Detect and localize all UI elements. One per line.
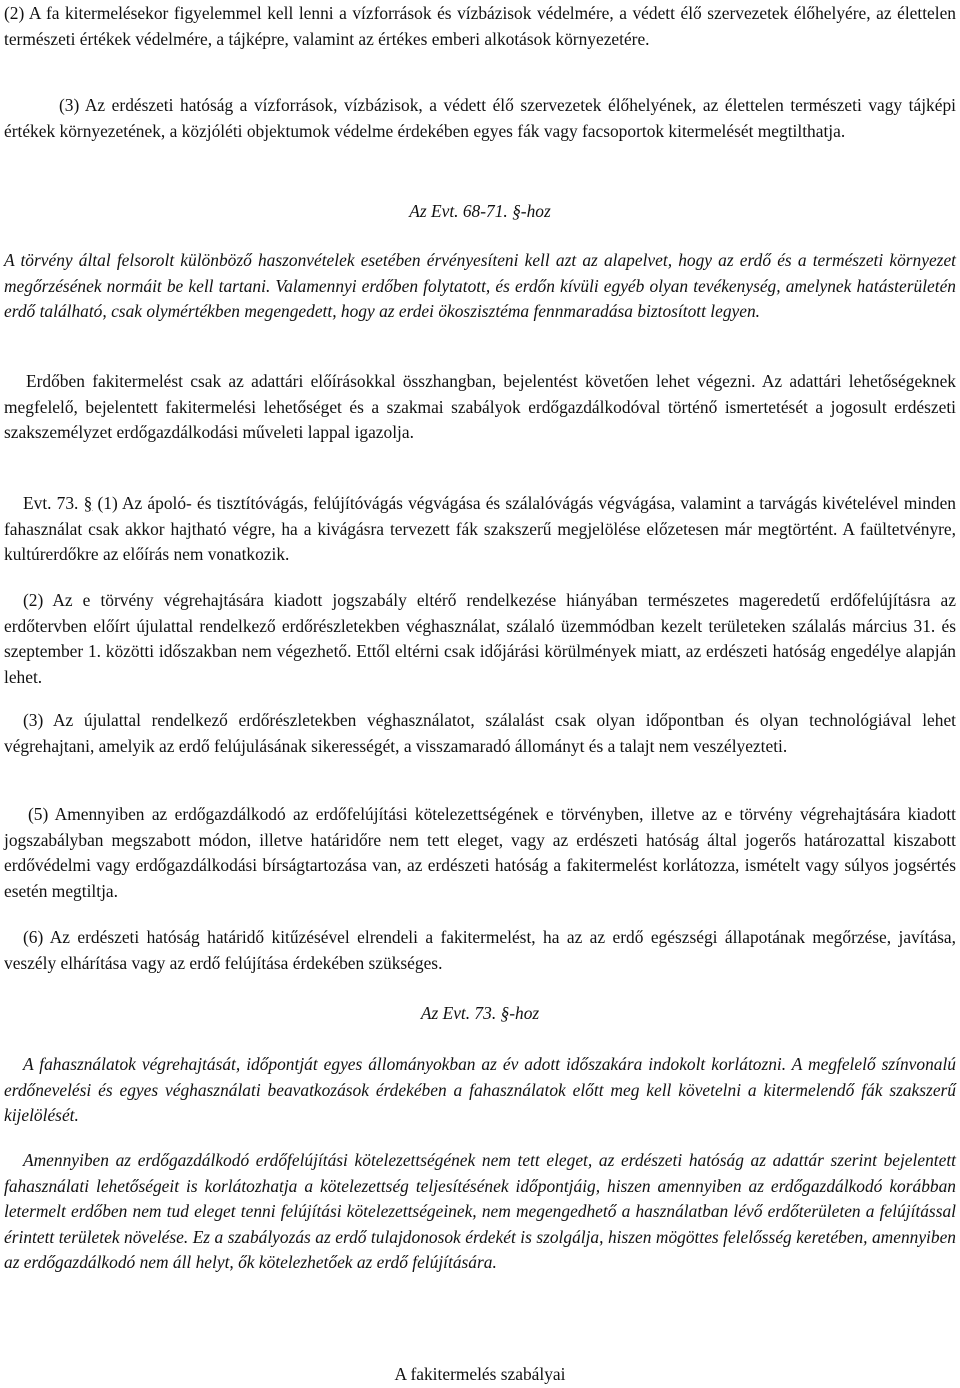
heading-evt-68-71: Az Evt. 68-71. §-hoz <box>409 201 551 221</box>
section-sign: § <box>83 493 93 513</box>
paragraph-evt-73-6: (6) Az erdészeti hatóság határidő kitűzésével elrendeli a fakitermelést, ha az az erdő egészségi állapotának megőrzése, javítása, veszély elhárítása vagy az erdő felújítása érdekében szükséges. <box>4 927 956 973</box>
heading-evt-73: Az Evt. 73. §-hoz <box>420 1003 540 1023</box>
paragraph-commentary-68-71: A törvény által felsorolt különböző haszonvételek esetében érvényesíteni kell azt az alapelvet, hogy az erdő és a természeti környezet megőrzésének normáit be kell tartani. Valamennyi erdőben folytatott, és erdőn kívüli egyéb olyan tevékenység, amelynek hatásterületén erdő található, csak olymértékben megengedett, hogy az erdei ökoszisztéma fennmaradása biztosított legyen. <box>4 250 956 321</box>
paragraph-evt-73-5: (5) Amennyiben az erdőgazdálkodó az erdőfelújítási kötelezettségének e törvényben, illetve az e törvény végrehajtására kiadott jogszabályban megszabott módon, illetve határidőre nem tett eleget, vagy az erdészeti hatóság által jogerős határozattal kiszabott erdővédelmi vagy erdőgazdálkodási bírságtartozása van, az erdészeti hatóság a fakitermelést korlátozza, ismételt vagy súlyos jogsértés esetén megtiltja. <box>4 804 956 901</box>
section-title-logging-rules: A fakitermelés szabályai <box>394 1364 566 1384</box>
section-prefix: Evt. 73. <box>23 493 84 513</box>
section-body: (1) Az ápoló- és tisztítóvágás, felújítóvágás végvágása és szálalóvágás végvágása, valamint a tarvágás kivételével minden fahasználat csak akkor hajtható végre, ha a kivágásra tervezett fák szakszerű megjelölése előzetesen már megtörtént. A faültetvényre, kultúrerdőkre az előírás nem vonatkozik. <box>4 493 957 564</box>
paragraph-logging-notification: Erdőben fakitermelést csak az adattári előírásokkal összhangban, bejelentést követően lehet végezni. Az adattári lehetőségeknek megfelelő, bejelentett fakitermelési lehetőséget és a szakmai szabályok erdőgazdálkodóval történő ismertetését a jogosult erdészeti szakszemélyzet erdőgazdálkodási műveleti lappal igazolja. <box>4 371 956 442</box>
paragraph-evt-73-3: (3) Az újulattal rendelkező erdőrészletekben véghasználatot, szálalást csak olyan időpontban és olyan technológiával lehet végrehajtani, amelyik az erdő felújulásának sikerességét, a visszamaradó állományt és a talajt nem veszélyezteti. <box>4 710 956 756</box>
paragraph-commentary-73-b: Amennyiben az erdőgazdálkodó erdőfelújítási kötelezettségének nem tett eleget, az erdészeti hatóság az adattár szerint bejelentett fahasználati lehetőségeit is korlátozhatja a kötelezettség teljesítésének időpontjáig, hiszen amennyiben az erdőgazdálkodó korábban letermelt erdőben nem tud eleget tenni felújítási kötelezettségeinek, nem megengedhető a használatban lévő erdőterületen a felújítással érintett területek növelése. Ez a szabályozás az erdő tulajdonosok érdekét is szolgálja, hiszen mögöttes felelősség keretében, amennyiben az erdőgazdálkodó nem áll helyt, ők kötelezhetőek az erdő felújítására. <box>4 1150 956 1272</box>
paragraph-evt-73-1 <box>4 491 956 568</box>
paragraph-2-protection: (2) A fa kitermelésekor figyelemmel kell lenni a vízforrások és vízbázisok védelmére, a védett élő szervezetek élőhelyére, az élettelen természeti értékek védelmére, a tájképre, valamint az értékes emberi alkotások környezetére. <box>4 3 956 49</box>
paragraph-3-prohibition: (3) Az erdészeti hatóság a vízforrások, vízbázisok, a védett élő szervezetek élőhelyének, az élettelen természeti vagy tájképi értékek környezetének, a közjóléti objektumok védelme érdekében egyes fák vagy facsoportok kitermelését megtilthatja. <box>4 95 956 141</box>
paragraph-evt-73-2: (2) Az e törvény végrehajtására kiadott jogszabály eltérő rendelkezése hiányában természetes mageredetű erdőfelújításra az erdőtervben előírt újulattal rendelkező erdőrészletekben véghasználat, szálaló üzemmódban kezelt területeken szálalás március 31. és szeptember 1. közötti időszakban nem végezhető. Ettől eltérni csak időjárási körülmények miatt, az erdészeti hatóság engedélye alapján lehet. <box>4 590 956 687</box>
paragraph-commentary-73-a: A fahasználatok végrehajtását, időpontját egyes állományokban az év adott időszakára indokolt korlátozni. A megfelelő színvonalú erdőnevelési és egyes véghasználati beavatkozások érdekében a fahasználatok előtt meg kell követelni a kitermelendő fák szakszerű kijelölését. <box>4 1054 956 1125</box>
